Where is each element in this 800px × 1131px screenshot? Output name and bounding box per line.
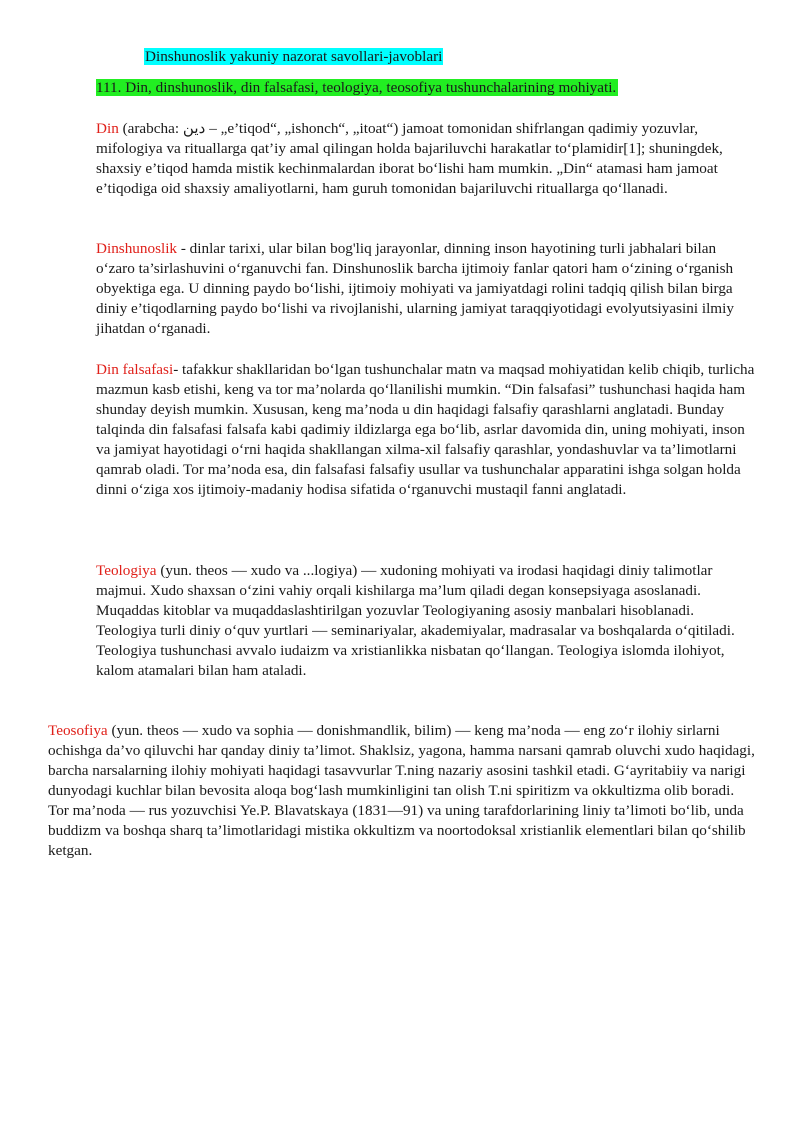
paragraph-teologiya-text: (yun. theos — xudo va ...logiya) — xudoning mohiyati va irodasi haqidagi diniy talimotlar majmui. Xudo shaxsan o‘zini vahiy orqali kishilarga ma’lum qiladi degan konsepsiyaga asoslanadi. Muqaddas kitoblar va muqaddaslashtirilgan yozuvlar Teologiyaning asosiy manbalari hisoblanadi. Teologiya turli diniy o‘quv yurtlari — seminariyalar, akademiyalar, madrasalar va boshqalarda o‘qitiladi. Teologiya tushunchasi avvalo iudaizm va xristianlikka nisbatan qo‘llangan. Teologiya islomda ilohiyot, kalom atamalari bilan ham ataladi. xyxy=(96,562,735,679)
paragraph-teosofiya-text: (yun. theos — xudo va sophia — donishmandlik, bilim) — keng ma’noda — eng zo‘r ilohiy sirlarni ochishga da’vo qiluvchi har qanday diniy ta’limot. Shaklsiz, yagona, hamma narsani qamrab oluvchi xudo haqidagi, barcha narsalarning ilohiy mohiyati haqidagi tasavvurlar T.ning nazariy asosini tashkil etadi. G‘ayritabiiy va narigi dunyodagi kuchlar bilan bevosita aloqa bog‘lash mumkinligini tan olish T.ni spiritizm va okkultizma olib boradi. Tor ma’noda — rus yozuvchisi Ye.P. Blavatskaya (1831—91) va uning tarafdorlarining liniy ta’limoti bo‘lib, unda buddizm va boshqa sharq ta’limotlaridagi mistika okkultizm va noortodoksal xristianlik elementlari bilan qo‘shilib ketgan. xyxy=(48,722,755,859)
document-title-row xyxy=(144,47,443,67)
term-teosofiya: Teosofiya xyxy=(48,722,108,739)
paragraph-teologiya xyxy=(96,561,756,681)
paragraph-din-text: (arabcha: دين – „e’tiqod“, „ishonch“, „itoat“) jamoat tomonidan shifrlangan qadimiy yozuvlar, mifologiya va rituallarga qat’iy amal qilingan holda bajariluvchi harakatlar to‘plamidir[1]; shuningdek, shaxsiy e’tiqod hamda mistik kechinmalardan iborat bo‘lishi ham mumkin. „Din“ atamasi ham jamoat e’tiqodiga oid shaxsiy amaliyotlarni, ham guruh tomonidan bajariluvchi rituallarga qo‘llanadi. xyxy=(96,120,723,197)
question-heading: 111. Din, dinshunoslik, din falsafasi, teologiya, teosofiya tushunchalarining mohiyati. xyxy=(96,79,617,96)
paragraph-dinshunoslik-text: - dinlar tarixi, ular bilan bog'liq jarayonlar, dinning inson hayotining turli jabhalari bilan o‘zaro ta’sirlashuvini o‘rganuvchi fan. Dinshunoslik barcha ijtimoiy fanlar qatori ham o‘zining o‘rganish obyektiga ega. U dinning paydo bo‘lishi, ijtimoiy mohiyati va jamiyatdagi rolini tadqiq qilish bilan birga diniy e’tiqodlarning paydo bo‘lishi va rivojlanishi, ularning jamiyat taraqqiyotidagi evolyutsiyasini ilmiy jihatdan o‘rganadi. xyxy=(96,240,734,337)
term-din: Din xyxy=(96,120,119,137)
paragraph-dinshunoslik xyxy=(96,239,756,339)
document-title: Dinshunoslik yakuniy nazorat savollari-javoblari xyxy=(145,48,443,65)
paragraph-din-falsafasi-text: - tafakkur shakllaridan bo‘lgan tushunchalar matn va maqsad mohiyatidan kelib chiqib, turlicha mazmun kasb etishi, keng va tor ma’nolarda qo‘llanilishi mumkin. “Din falsafasi” tushunchasi haqida ham shunday deyish mumkin. Xususan, keng ma’noda u din haqidagi falsafiy qarashlarni anglatadi. Bunday talqinda din falsafasi falsafa kabi qadimiy ildizlarga ega bo‘lib, asrlar davomida din, uning mohiyati, inson va jamiyat hayotidagi o‘rni haqida shakllangan xilma-xil falsafiy qarashlar, yondashuvlar va ta’limotlarni qamrab oladi. Tor ma’noda esa, din falsafasi falsafiy usullar va tushunchalar apparatini ishga solgan holda dinni o‘ziga xos ijtimoiy-madaniy hodisa sifatida o‘rganuvchi mustaqil fanni anglatadi. xyxy=(96,361,755,498)
term-teologiya: Teologiya xyxy=(96,562,157,579)
paragraph-din-falsafasi xyxy=(96,360,756,500)
term-dinshunoslik: Dinshunoslik xyxy=(96,240,178,257)
paragraph-teosofiya xyxy=(48,721,758,861)
question-heading-row xyxy=(96,78,618,98)
paragraph-din xyxy=(96,119,756,199)
term-din-falsafasi: Din falsafasi xyxy=(96,361,174,378)
